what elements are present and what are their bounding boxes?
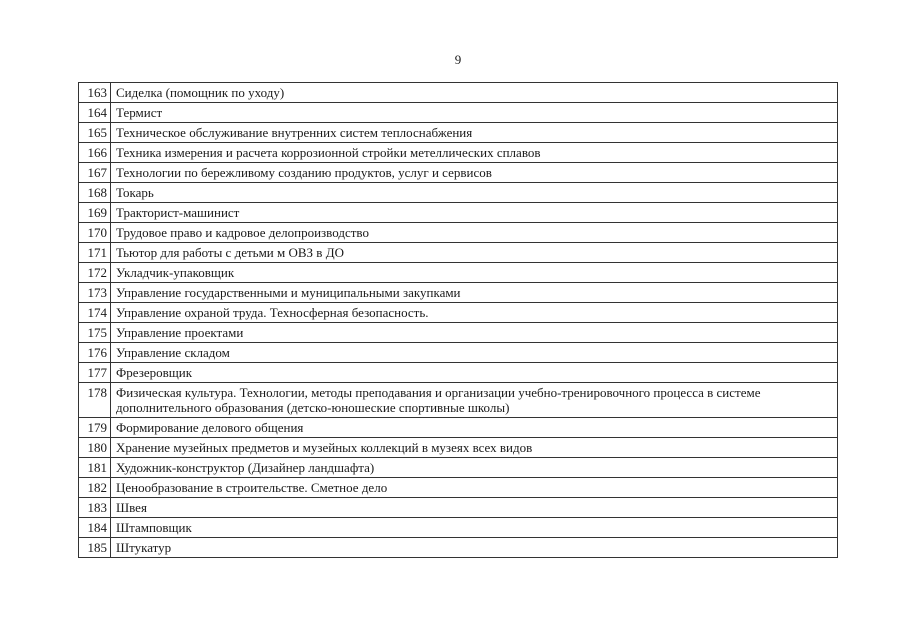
program-name: Формирование делового общения — [111, 418, 838, 438]
program-name: Техническое обслуживание внутренних систем теплоснабжения — [111, 123, 838, 143]
row-number: 179 — [79, 418, 111, 438]
table-row — [79, 243, 838, 263]
programs-table — [78, 82, 838, 558]
row-number: 182 — [79, 478, 111, 498]
row-number: 178 — [79, 383, 111, 418]
program-name: Художник-конструктор (Дизайнер ландшафта) — [111, 458, 838, 478]
program-name: Управление государственными и муниципальными закупками — [111, 283, 838, 303]
program-name: Укладчик-упаковщик — [111, 263, 838, 283]
row-number: 173 — [79, 283, 111, 303]
program-name: Швея — [111, 498, 838, 518]
table-row — [79, 303, 838, 323]
program-name: Токарь — [111, 183, 838, 203]
table-row — [79, 143, 838, 163]
table-row — [79, 518, 838, 538]
row-number: 170 — [79, 223, 111, 243]
table-row — [79, 183, 838, 203]
table-row — [79, 263, 838, 283]
table-row — [79, 383, 838, 418]
table-row — [79, 203, 838, 223]
table-row — [79, 438, 838, 458]
program-name: Физическая культура. Технологии, методы преподавания и организации учебно-тренировочного процесса в системе дополнительного образования (детско-юношеские спортивные школы) — [111, 383, 838, 418]
table-row — [79, 163, 838, 183]
table-row — [79, 458, 838, 478]
table-row — [79, 418, 838, 438]
program-name: Тьютор для работы с детьми м ОВЗ в ДО — [111, 243, 838, 263]
program-name: Техника измерения и расчета коррозионной стройки метеллических сплавов — [111, 143, 838, 163]
row-number: 165 — [79, 123, 111, 143]
program-name: Штамповщик — [111, 518, 838, 538]
table-row — [79, 478, 838, 498]
program-name: Сиделка (помощник по уходу) — [111, 83, 838, 103]
row-number: 185 — [79, 538, 111, 558]
row-number: 167 — [79, 163, 111, 183]
program-name: Управление охраной труда. Техносферная безопасность. — [111, 303, 838, 323]
table-row — [79, 123, 838, 143]
program-name: Фрезеровщик — [111, 363, 838, 383]
row-number: 171 — [79, 243, 111, 263]
row-number: 166 — [79, 143, 111, 163]
row-number: 184 — [79, 518, 111, 538]
row-number: 168 — [79, 183, 111, 203]
row-number: 163 — [79, 83, 111, 103]
program-name: Технологии по бережливому созданию продуктов, услуг и сервисов — [111, 163, 838, 183]
program-name: Управление проектами — [111, 323, 838, 343]
table-row — [79, 538, 838, 558]
row-number: 181 — [79, 458, 111, 478]
table-row — [79, 103, 838, 123]
programs-table-body — [79, 83, 838, 558]
program-name: Трудовое право и кадровое делопроизводство — [111, 223, 838, 243]
table-row — [79, 323, 838, 343]
program-name: Ценообразование в строительстве. Сметное дело — [111, 478, 838, 498]
program-name: Тракторист-машинист — [111, 203, 838, 223]
row-number: 172 — [79, 263, 111, 283]
table-row — [79, 498, 838, 518]
row-number: 174 — [79, 303, 111, 323]
program-name: Штукатур — [111, 538, 838, 558]
page-number: 9 — [454, 52, 462, 67]
program-name: Термист — [111, 103, 838, 123]
row-number: 175 — [79, 323, 111, 343]
row-number: 176 — [79, 343, 111, 363]
row-number: 169 — [79, 203, 111, 223]
row-number: 183 — [79, 498, 111, 518]
table-row — [79, 83, 838, 103]
table-row — [79, 343, 838, 363]
program-name: Управление складом — [111, 343, 838, 363]
table-row — [79, 283, 838, 303]
program-name: Хранение музейных предметов и музейных коллекций в музеях всех видов — [111, 438, 838, 458]
row-number: 164 — [79, 103, 111, 123]
table-row — [79, 223, 838, 243]
row-number: 177 — [79, 363, 111, 383]
row-number: 180 — [79, 438, 111, 458]
table-row — [79, 363, 838, 383]
